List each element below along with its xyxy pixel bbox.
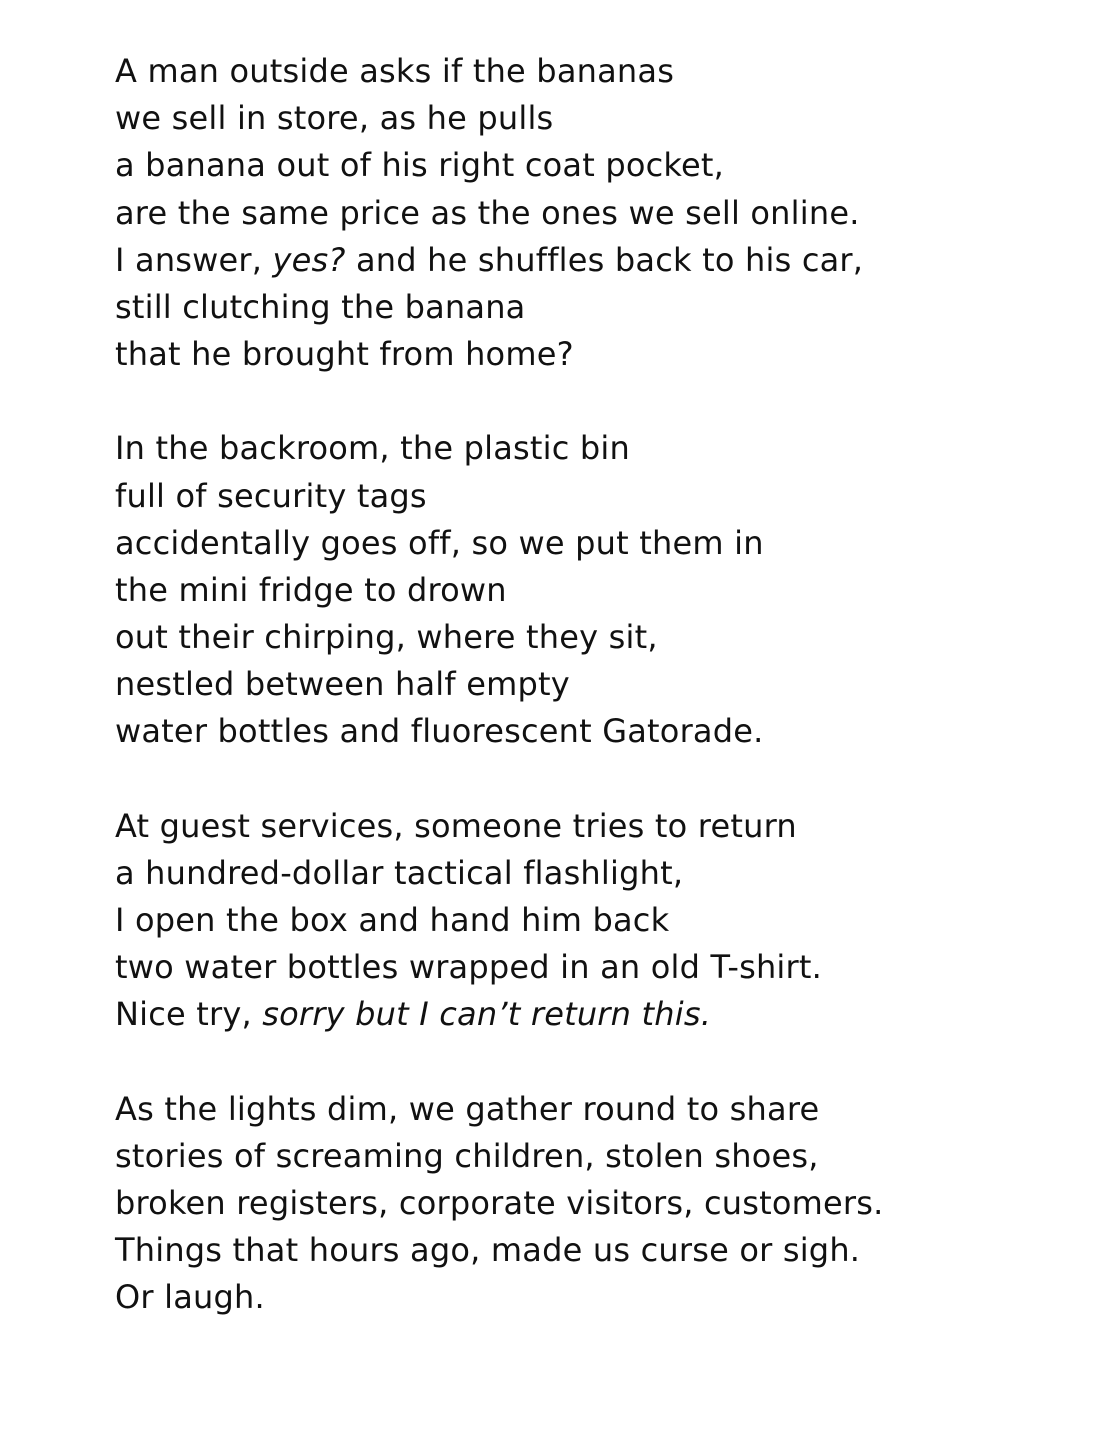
line-text: still clutching the banana <box>115 287 526 326</box>
poem-line <box>115 897 1075 944</box>
poem-line <box>115 1086 1075 1133</box>
line-text: Things that hours ago, made us curse or sigh. <box>115 1231 861 1270</box>
poem-line <box>115 991 1075 1038</box>
poem-line <box>115 1180 1075 1227</box>
poem <box>115 48 1075 1369</box>
poem-line <box>115 48 1075 95</box>
line-text: two water bottles wrapped in an old T-shirt. <box>115 948 822 987</box>
poem-line <box>115 803 1075 850</box>
poem-line <box>115 708 1075 755</box>
line-text: stories of screaming children, stolen shoes, <box>115 1136 819 1175</box>
italic-text: yes? <box>272 240 346 279</box>
poem-stanza <box>115 1086 1075 1322</box>
line-text: At guest services, someone tries to return <box>115 806 797 845</box>
poem-line <box>115 425 1075 472</box>
line-text: Nice try, <box>115 995 263 1034</box>
poem-line <box>115 473 1075 520</box>
poem-stanza <box>115 425 1075 755</box>
poem-line <box>115 237 1075 284</box>
line-text: I open the box and hand him back <box>115 901 670 939</box>
line-text: are the same price as the ones we sell online. <box>115 193 860 232</box>
poem-line <box>115 1227 1075 1274</box>
poem-line <box>115 944 1075 991</box>
poem-line <box>115 567 1075 614</box>
line-text: accidentally goes off, so we put them in <box>115 523 764 562</box>
line-text: we sell in store, as he pulls <box>115 99 554 138</box>
poem-stanza <box>115 803 1075 1039</box>
line-text: that he brought from home? <box>115 335 574 374</box>
poem-line <box>115 614 1075 661</box>
line-text: a hundred-dollar tactical flashlight, <box>115 853 684 892</box>
poem-line <box>115 284 1075 331</box>
poem-line <box>115 661 1075 708</box>
line-text: nestled between half empty <box>115 665 570 704</box>
line-text: A man outside asks if the bananas <box>115 52 675 90</box>
line-text: water bottles and fluorescent Gatorade. <box>115 712 764 751</box>
line-text: the mini fridge to drown <box>115 570 507 609</box>
line-text: In the backroom, the plastic bin <box>115 429 631 468</box>
line-text: a banana out of his right coat pocket, <box>115 146 725 185</box>
poem-line <box>115 850 1075 897</box>
line-text: out their chirping, where they sit, <box>115 618 658 657</box>
poem-line <box>115 1274 1075 1321</box>
line-text: and he shuffles back to his car, <box>345 240 864 279</box>
poem-line <box>115 95 1075 142</box>
line-text: Or laugh. <box>115 1278 265 1317</box>
poem-line <box>115 331 1075 378</box>
line-text: full of security tags <box>115 476 427 515</box>
line-text: I answer, <box>115 240 273 279</box>
line-text: broken registers, corporate visitors, customers. <box>115 1183 884 1222</box>
poem-line <box>115 1133 1075 1180</box>
italic-text: sorry but I can’t return this. <box>262 995 712 1034</box>
poem-line <box>115 520 1075 567</box>
line-text: As the lights dim, we gather round to share <box>115 1089 820 1128</box>
poem-stanza <box>115 48 1075 378</box>
poem-line <box>115 142 1075 189</box>
poem-line <box>115 190 1075 237</box>
